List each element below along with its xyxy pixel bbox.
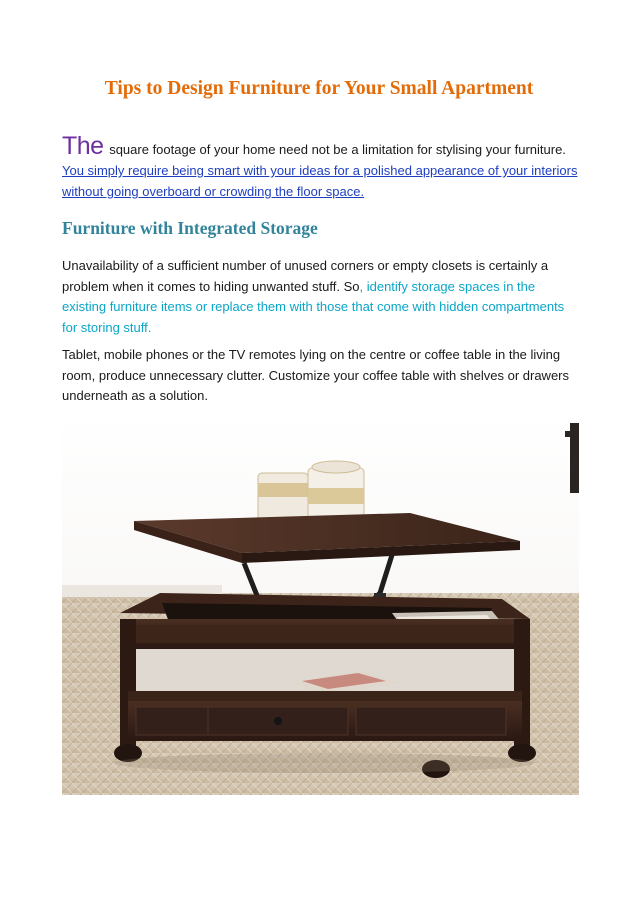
- paragraph-1-text: Unavailability of a sufficient number of unused corners or empty closets is certainly a problem when it comes to hiding unwanted stuff. So: [62, 258, 549, 294]
- section-heading: Furniture with Integrated Storage: [62, 218, 318, 238]
- intro-link[interactable]: You simply require being smart with your ideas for a polished appearance of your interiors without going overboard or crowding the floor space.: [62, 163, 578, 199]
- intro-text: square footage of your home need not be a limitation for stylising your furniture.: [105, 142, 566, 157]
- section-paragraph-1: [62, 256, 582, 338]
- coffee-table-photo: [62, 413, 579, 795]
- paragraph-1-highlight: , identify storage spaces in the existing furniture items or replace them with those that come with hidden compartments for storing stuff.: [62, 278, 565, 335]
- section-paragraph-2: Tablet, mobile phones or the TV remotes lying on the centre or coffee table in the living room, produce unnecessary clutter. Customize your coffee table with shelves or drawers underneath as a solution.: [62, 347, 569, 403]
- intro-paragraph: [62, 134, 582, 202]
- intro-lead-word: The: [62, 132, 104, 160]
- page-title: Tips to Design Furniture for Your Small Apartment: [104, 78, 534, 99]
